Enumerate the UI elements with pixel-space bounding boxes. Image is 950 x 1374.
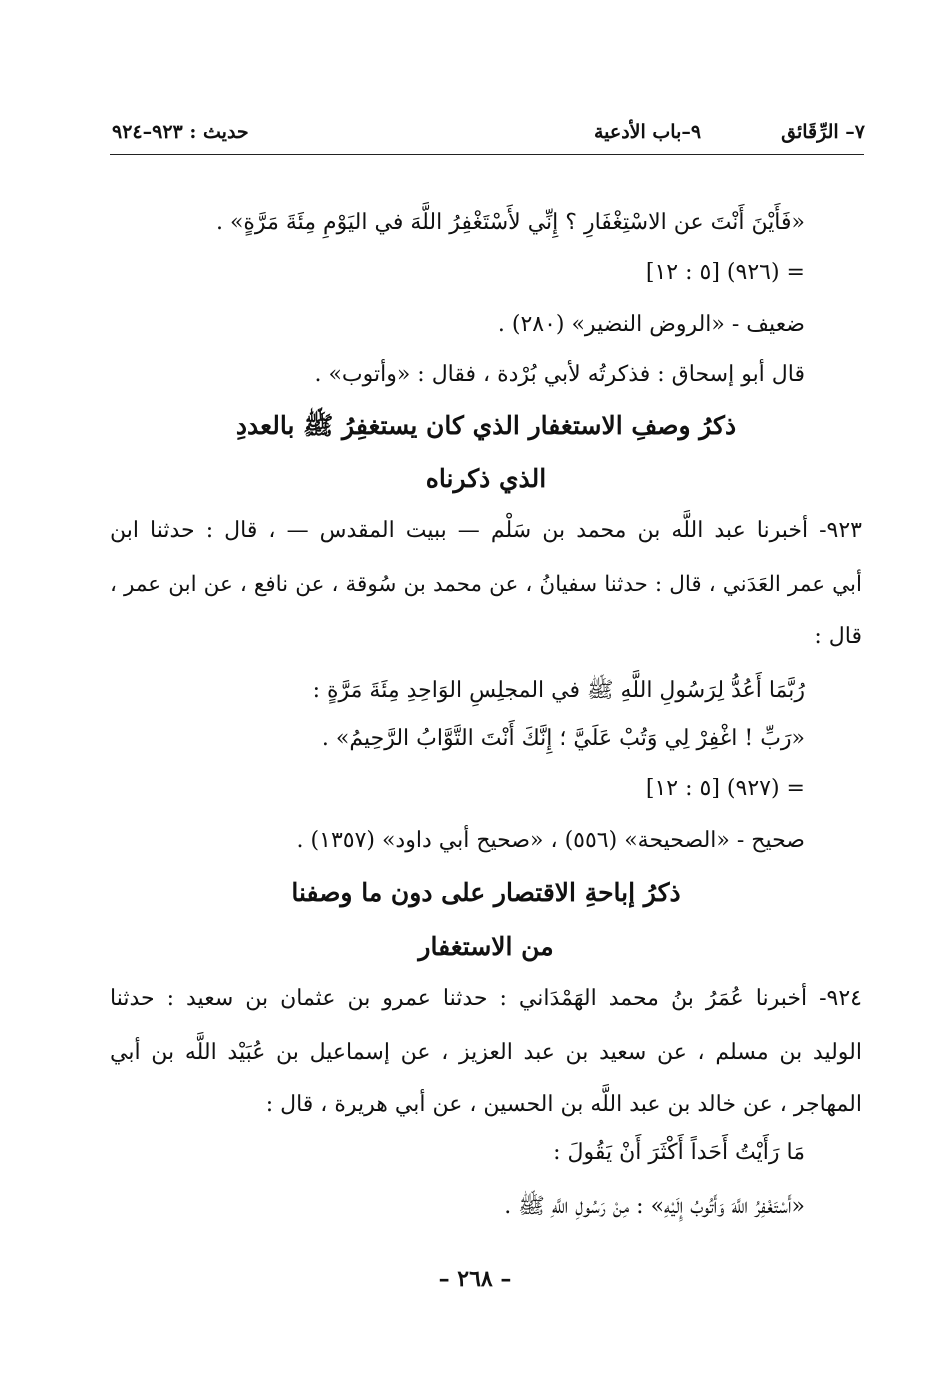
cross-reference: = (٩٢٦) [٥ : ١٢] [645,260,805,285]
section-title: ٩–باب الأدعية [593,121,702,143]
section-heading-cont: من الاستغفار [418,932,554,961]
isnad-line: ٩٢٣- أخبرنا عبد اللَّه بن محمد بن سَلْم — ببيت المقدس — ، قال : حدثنا ابن [110,518,862,543]
running-header [594,114,865,150]
grading-note: ضعيف - «الروض النضير» (٢٨٠) . [497,312,805,337]
grading-note: صحيح - «الصحيحة» (٥٥٦) ، «صحيح أبي داود» (١٣٥٧) . [296,828,805,853]
hadith-text-line: «رَبِّ ! اغْفِرْ لِي وَتُبْ عَلَيَّ ؛ إِنَّكَ أَنْتَ التَّوَّابُ الرَّحِيمُ» . [321,726,805,751]
section-heading-cont: الذي ذكرناه [425,464,547,493]
hadith-text-line: «أَسْتَغْفِرُ اللَّهَ وَأَتُوبُ إِلَيْهِ» : مِنْ رَسُولِ اللَّهِ ﷺ . [504,1194,805,1219]
isnad-line: الوليد بن مسلم ، عن سعيد بن عبد العزيز ، عن إسماعيل بن عُبَيْد اللَّه بن أبي [110,1040,862,1065]
section-heading: ذكرُ وصفِ الاستغفار الذي كان يستغفِرُ ﷺ بالعددِ [235,411,737,440]
isnad-line: ٩٢٤- أخبرنا عُمَرُ بنُ محمد الهَمْدَاني : حدثنا عمرو بن عثمان بن سعيد : حدثنا [110,986,862,1011]
cross-reference: = (٩٢٧) [٥ : ١٢] [645,776,805,801]
section-heading: ذكرُ إباحةِ الاقتصار على دون ما وصفنا [291,878,681,907]
header-rule [110,154,864,155]
narrator-note: قال أبو إسحاق : فذكرتُه لأبي بُرْدة ، فقال : «وأتوب» . [314,362,805,387]
hadith-text-line: «فَأَيْنَ أَنْتَ عن الاسْتِغْفَارِ ؟ إِنِّي لأَسْتَغْفِرُ اللَّهَ في اليَوْمِ مِئَةَ مَرَّةٍ» . [215,210,805,235]
isnad-line: أبي عمر العَدَني ، قال : حدثنا سفيانُ ، عن محمد بن سُوقة ، عن نافع ، عن ابن عمر ، [110,572,862,597]
chapter-title: ٧– الرِّقَائق [781,121,865,143]
hadith-text-line: مَا رَأَيْتُ أَحَداً أَكْثَرَ أَنْ يَقُولَ : [553,1140,805,1165]
hadith-range: حديث : ٩٢٣–٩٢٤ [112,121,249,143]
page-number: – ٢٦٨ – [438,1266,512,1292]
isnad-line: المهاجر ، عن خالد بن عبد اللَّه بن الحسين ، عن أبي هريرة ، قال : [265,1092,862,1117]
isnad-line: قال : [814,624,862,649]
hadith-text-line: رُبَّمَا أَعُدُّ لِرَسُولِ اللَّهِ ﷺ في المجلِسِ الوَاحِدِ مِئَةَ مَرَّةٍ : [312,678,805,703]
